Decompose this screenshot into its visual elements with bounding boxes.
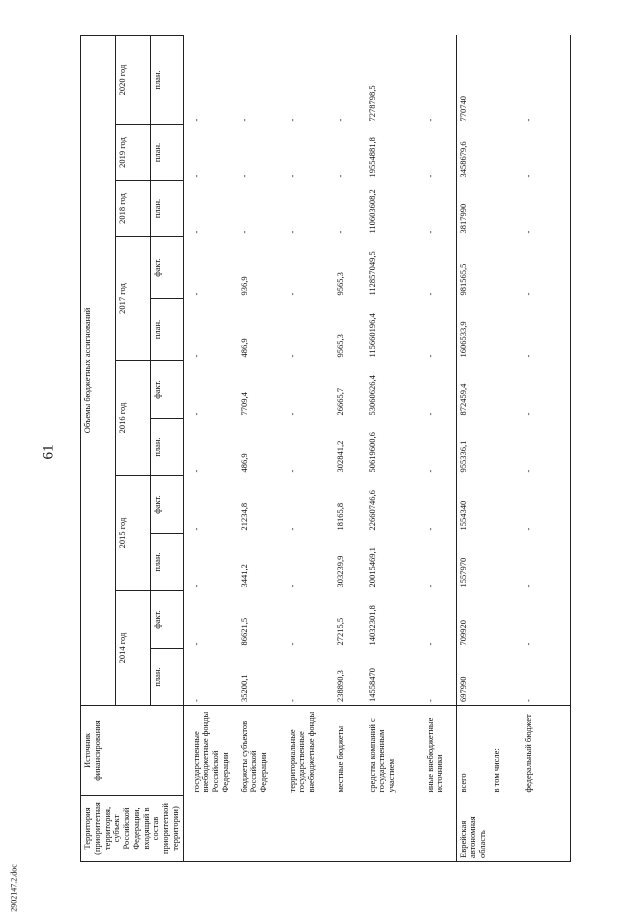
value-cell: - — [190, 469, 201, 473]
value-cell: - — [286, 118, 297, 122]
value-cell — [490, 649, 522, 706]
value-cell — [490, 591, 522, 649]
value-cell: - — [190, 584, 201, 588]
header-fact-2016: факт. — [150, 361, 183, 419]
page-number: 61 — [40, 444, 57, 460]
value-cell: 936,9 — [238, 276, 249, 296]
value-cell: - — [286, 469, 297, 473]
table-row — [334, 35, 366, 861]
value-cell: 14558470 — [366, 668, 377, 702]
value-cell: - — [522, 649, 571, 706]
source-cell: местные бюджеты — [334, 706, 366, 796]
header-source: Источник финансирования — [81, 706, 184, 796]
value-cell: - — [424, 361, 457, 419]
value-cell: 3441,2 — [238, 564, 249, 588]
value-cell: 981565,5 — [457, 263, 468, 296]
value-cell: - — [522, 299, 571, 361]
value-cell: 86621,5 — [238, 617, 249, 646]
table-row — [183, 35, 238, 861]
value-cell: 7709,4 — [238, 392, 249, 416]
value-cell: - — [190, 699, 201, 702]
value-cell: - — [190, 412, 201, 416]
value-cell: - — [424, 649, 457, 706]
value-cell: 1557970 — [457, 557, 468, 588]
value-cell: - — [522, 591, 571, 649]
value-cell — [490, 181, 522, 237]
value-cell: - — [424, 299, 457, 361]
value-cell — [490, 299, 522, 361]
value-cell: - — [522, 181, 571, 237]
header-territory: Территория (приоритетная территория, субъект Российской Федерации, входящий в состав приоритетной территории) — [81, 796, 184, 862]
value-cell: - — [190, 118, 201, 122]
table-row — [286, 35, 334, 861]
value-cell: 20015469,1 — [366, 547, 377, 588]
value-cell: - — [424, 591, 457, 649]
value-cell: - — [190, 527, 201, 531]
value-cell: - — [522, 237, 571, 299]
value-cell: 22660746,6 — [366, 490, 377, 531]
header-plan-2015: план. — [150, 534, 183, 591]
header-year-2019: 2019 год — [115, 125, 150, 181]
value-cell: 1606533,9 — [457, 321, 468, 358]
value-cell: 3458679,6 — [457, 141, 468, 178]
header-plan-2019: план. — [150, 125, 183, 181]
value-cell: - — [190, 642, 201, 646]
value-cell: 110603608,2 — [366, 189, 377, 234]
table-body — [183, 35, 570, 861]
value-cell: 1554340 — [457, 500, 468, 531]
territory-cell — [238, 796, 286, 862]
value-cell: - — [334, 118, 345, 122]
table-row — [366, 35, 424, 861]
territory-cell — [334, 796, 366, 862]
header-year-2018: 2018 год — [115, 181, 150, 237]
value-cell: - — [522, 476, 571, 534]
value-cell: 21234,8 — [238, 502, 249, 531]
value-cell: 770740 — [457, 96, 468, 122]
value-cell: - — [424, 534, 457, 591]
header-plan-2017: план. — [150, 299, 183, 361]
territory-cell: Еврейская автономная область — [456, 796, 490, 862]
value-cell — [490, 237, 522, 299]
value-cell: - — [286, 230, 297, 234]
table-row — [522, 35, 571, 861]
territory-cell — [522, 796, 571, 862]
territory-cell — [424, 796, 457, 862]
source-cell: бюджеты субъектов Российской Федерации — [238, 706, 286, 796]
header-fact-2017: факт. — [150, 237, 183, 299]
value-cell: 3817990 — [457, 203, 468, 234]
value-cell: - — [522, 419, 571, 476]
value-cell: 18165,8 — [334, 502, 345, 531]
value-cell — [490, 125, 522, 181]
value-cell — [490, 361, 522, 419]
value-cell: - — [424, 181, 457, 237]
header-year-2020: 2020 год — [115, 35, 150, 124]
value-cell: 302841,2 — [334, 440, 345, 473]
value-cell: 9565,3 — [334, 334, 345, 358]
value-cell: - — [522, 125, 571, 181]
header-year-2015: 2015 год — [115, 476, 150, 591]
value-cell: - — [334, 230, 345, 234]
source-cell: в том числе: — [490, 706, 522, 796]
value-cell: 709920 — [457, 620, 468, 646]
value-cell: 238890,3 — [334, 670, 345, 702]
value-cell: - — [522, 35, 571, 124]
value-cell: - — [286, 584, 297, 588]
source-cell: государственные внебюджетные фонды Российской Федерации — [183, 706, 238, 796]
document-id: 2902147.2.doc — [9, 864, 19, 912]
value-cell: - — [286, 642, 297, 646]
header-volumes: Объемы бюджетных ассигнований — [81, 35, 116, 705]
value-cell: - — [286, 527, 297, 531]
header-plan-2014: план. — [150, 649, 183, 706]
territory-cell — [183, 796, 238, 862]
value-cell: - — [522, 534, 571, 591]
value-cell: 14032301,8 — [366, 605, 377, 646]
value-cell: 9565,3 — [334, 272, 345, 296]
territory-cell — [366, 796, 424, 862]
value-cell: - — [190, 230, 201, 234]
value-cell: 35200,1 — [238, 674, 249, 702]
rotated-table-frame — [80, 36, 616, 862]
value-cell: - — [424, 476, 457, 534]
budget-table — [80, 35, 571, 862]
header-year-2014: 2014 год — [115, 591, 150, 706]
value-cell — [490, 534, 522, 591]
header-fact-2014: факт. — [150, 591, 183, 649]
header-plan-2018: план. — [150, 181, 183, 237]
value-cell: - — [286, 412, 297, 416]
value-cell: 872459,4 — [457, 383, 468, 416]
value-cell: - — [286, 699, 297, 702]
source-cell: территориальные государственные внебюджетные фонды — [286, 706, 334, 796]
value-cell: - — [286, 354, 297, 358]
value-cell: - — [424, 125, 457, 181]
value-cell: - — [286, 174, 297, 178]
header-plan-2020: план. — [150, 35, 183, 124]
value-cell: 303239,9 — [334, 555, 345, 588]
table-row — [424, 35, 457, 861]
value-cell: 50619600,6 — [366, 432, 377, 473]
value-cell: 27215,5 — [334, 617, 345, 646]
value-cell: - — [238, 174, 249, 178]
header-plan-2016: план. — [150, 419, 183, 476]
value-cell: - — [522, 361, 571, 419]
value-cell: 486,9 — [238, 338, 249, 358]
value-cell: 955336,1 — [457, 440, 468, 473]
value-cell: - — [190, 292, 201, 296]
table-row — [238, 35, 286, 861]
value-cell: 7278798,5 — [366, 85, 377, 122]
value-cell: - — [190, 354, 201, 358]
header-year-2017: 2017 год — [115, 237, 150, 361]
value-cell — [490, 419, 522, 476]
value-cell: 112857049,5 — [366, 251, 377, 296]
header-fact-2015: факт. — [150, 476, 183, 534]
table-row — [490, 35, 522, 861]
value-cell: - — [190, 174, 201, 178]
value-cell: - — [334, 174, 345, 178]
value-cell: - — [238, 230, 249, 234]
value-cell: - — [424, 419, 457, 476]
source-cell: средства компаний с государственным участием — [366, 706, 424, 796]
value-cell: 19554881,8 — [366, 137, 377, 178]
value-cell — [490, 476, 522, 534]
value-cell: 486,9 — [238, 453, 249, 473]
source-cell: всего — [456, 706, 490, 796]
value-cell: - — [238, 118, 249, 122]
value-cell: - — [286, 292, 297, 296]
source-cell: федеральный бюджет — [522, 706, 571, 796]
source-cell: иные внебюджетные источники — [424, 706, 457, 796]
value-cell: 26665,7 — [334, 387, 345, 416]
value-cell: 115660196,4 — [366, 313, 377, 358]
value-cell — [490, 35, 522, 124]
value-cell: 697990 — [457, 676, 468, 702]
value-cell: - — [424, 237, 457, 299]
value-cell: - — [424, 35, 457, 124]
territory-cell — [286, 796, 334, 862]
table-row — [456, 35, 490, 861]
header-year-2016: 2016 год — [115, 361, 150, 476]
value-cell: 53060626,4 — [366, 375, 377, 416]
territory-cell — [490, 796, 522, 862]
